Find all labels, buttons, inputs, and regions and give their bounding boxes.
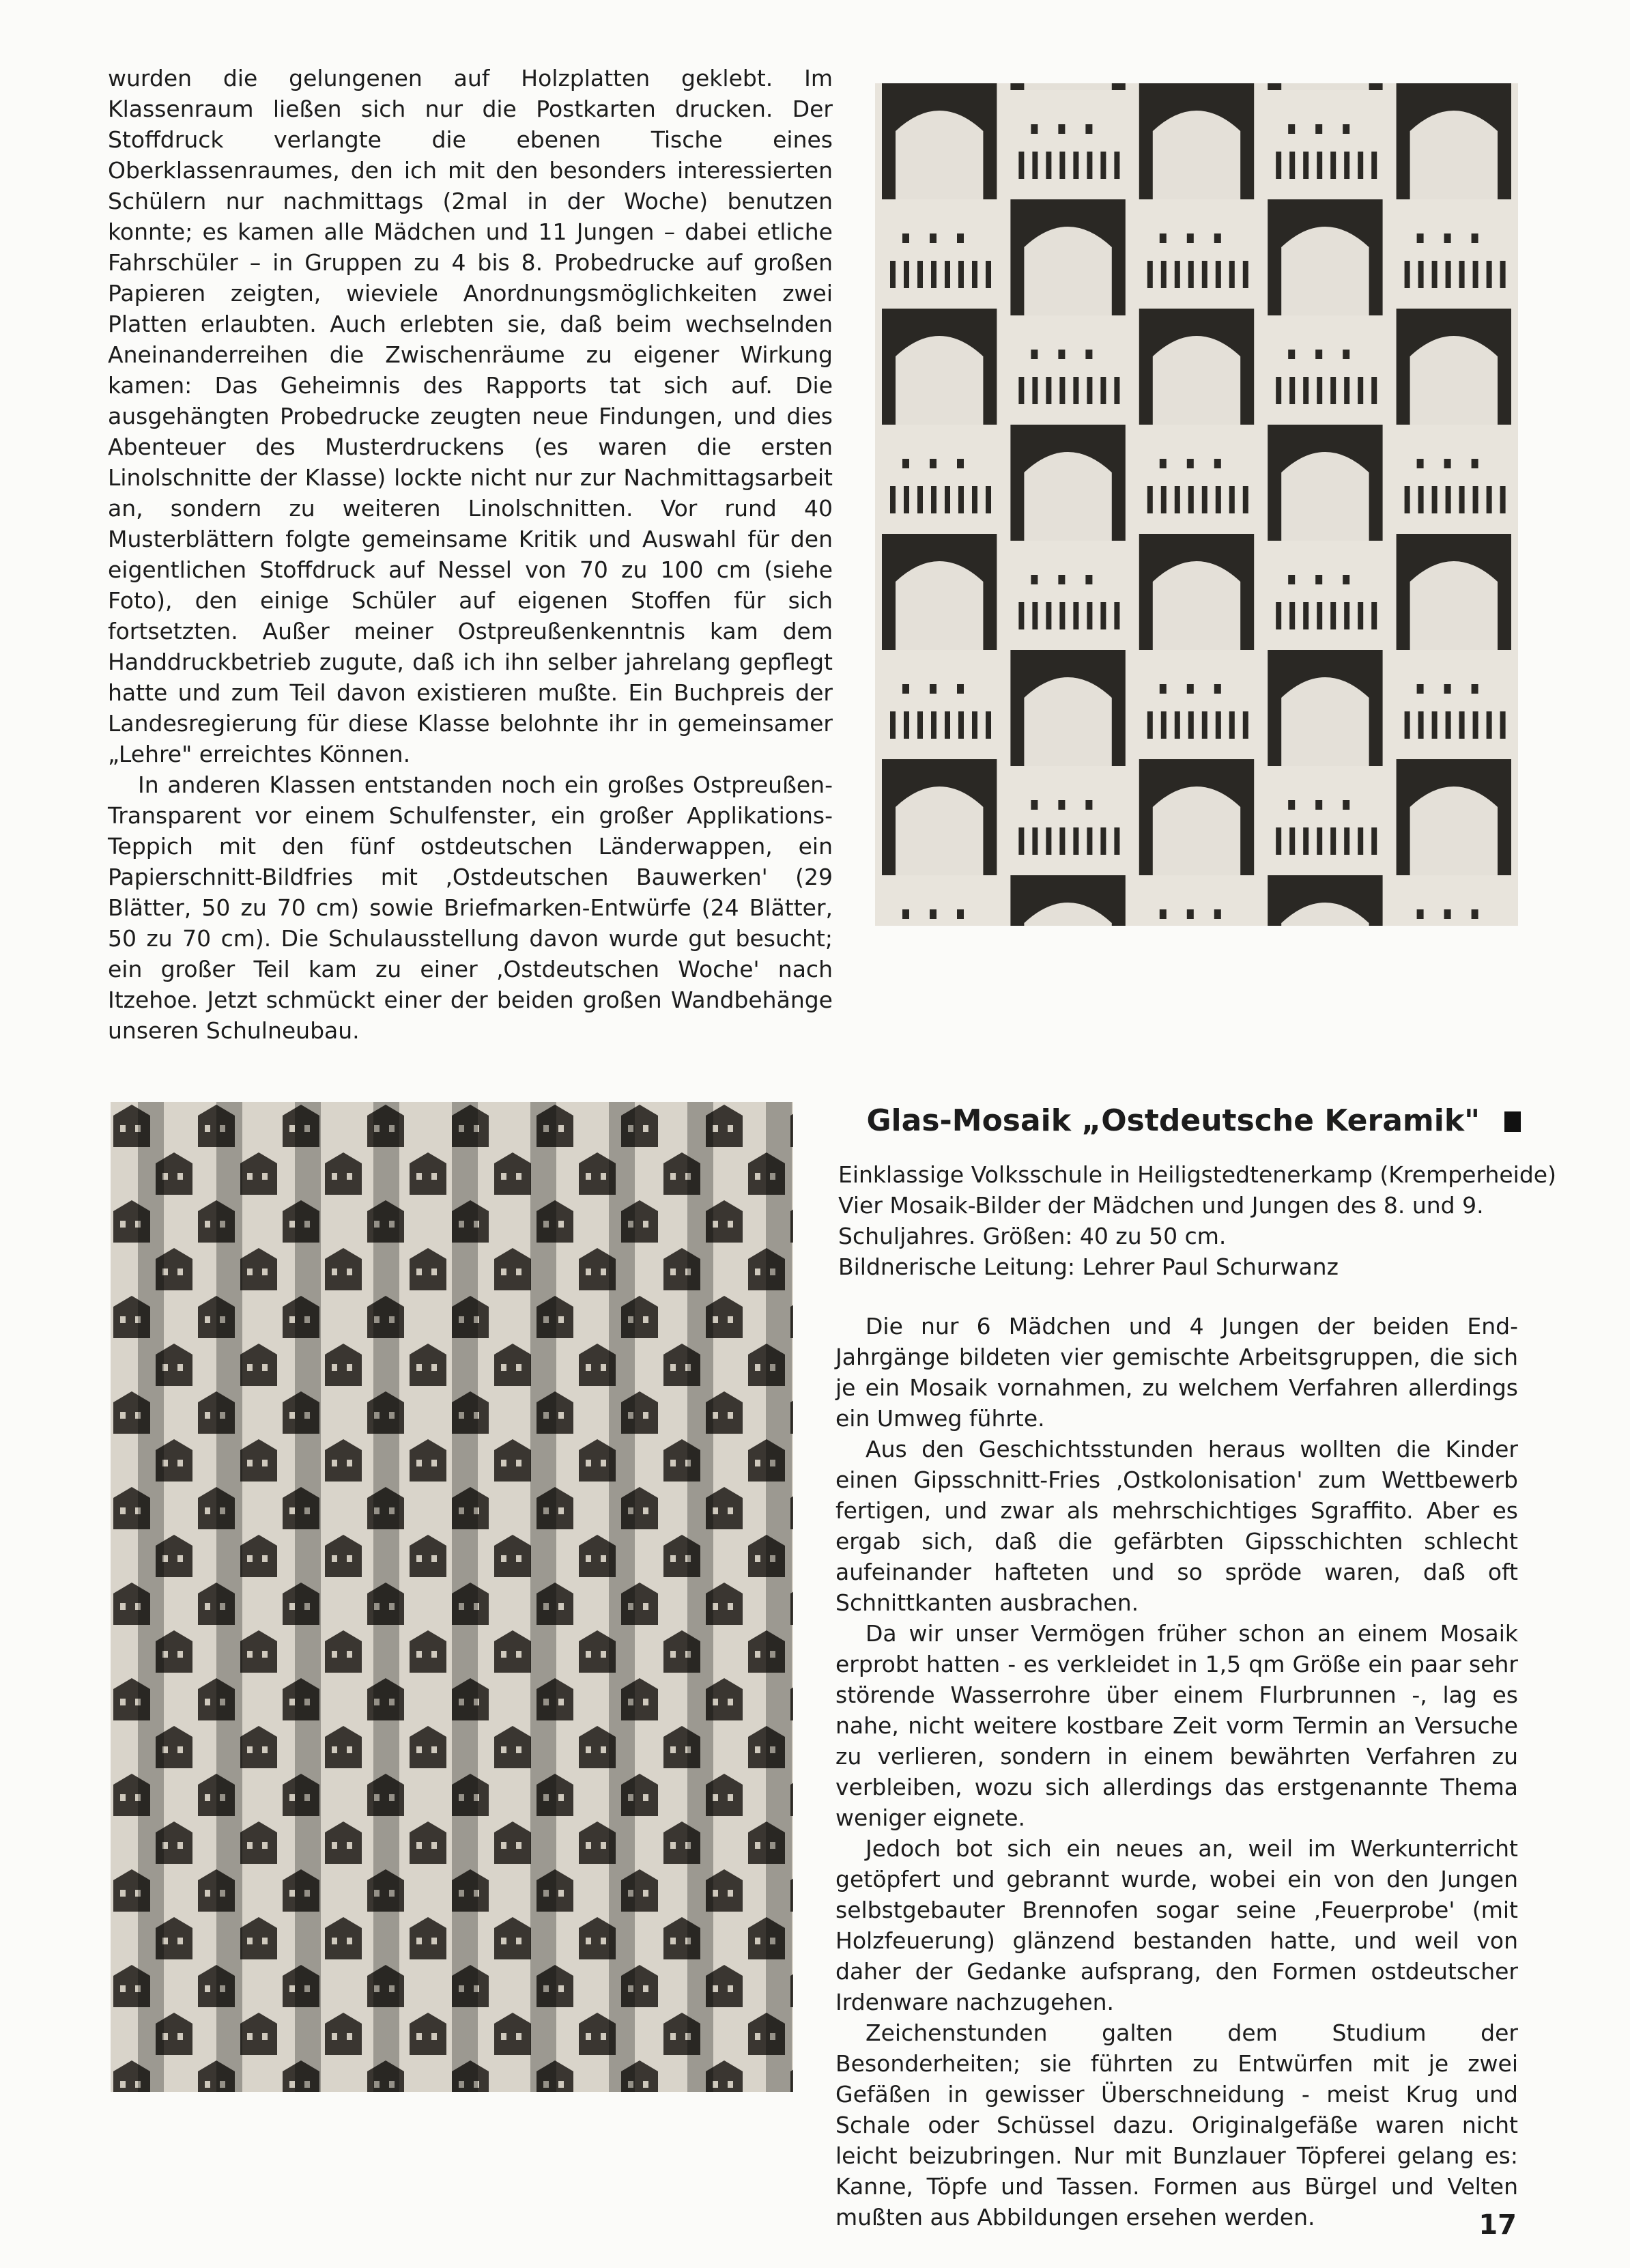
curtain-fold-shadow [216, 1102, 242, 2092]
page-number: 17 [1478, 2209, 1517, 2241]
section-heading [838, 1103, 1521, 1138]
fabric-print-photo [875, 83, 1518, 926]
curtain-pattern-image [111, 1102, 793, 2092]
curtain-fold-shadow [295, 1102, 321, 2092]
project-info [838, 1159, 1556, 1282]
right-paragraph-2: Aus den Geschichtsstunden heraus wollten die Kinder einen Gipsschnitt-Fries ‚Ostkolonisation' zum Wettbewerb fertigen, und zwar als mehrschichtiges Sgraffito. Aber es ergab sich, daß die gefärbten Gipsschichten schlecht aufeinander hafteten und so spröde waren, daß oft Schnittkanten ausbrachen. [835, 1436, 1518, 1616]
right-paragraph-5: Zeichenstunden galten dem Studium der Besonderheiten; sie führten zu Entwürfen mit je zwei Gefäßen in gewisser Überschneidung - meist Krug und Schale oder Schüssel dazu. Originalgefäße waren nicht leicht beizubringen. Nur mit Bunzlauer Töpferei gelang es: Kanne, Töpfe und Tassen. Formen aus Bürgel und Velten mußten aus Abbildungen ersehen werden. [835, 2019, 1518, 2230]
curtain-fold-shadow [452, 1102, 478, 2092]
curtain-fold-shadow [609, 1102, 635, 2092]
info-line: Einklassige Volksschule in Heiligstedtenerkamp (Kremperheide) [838, 1161, 1556, 1188]
curtain-photo [111, 1102, 793, 2092]
left-paragraph-1: wurden die gelungenen auf Holzplatten geklebt. Im Klassenraum ließen sich nur die Postkarten drucken. Der Stoffdruck verlangte die ebenen Tische eines Oberklassenraumes, den ich mit den besonders interessierten Schülern nur nachmittags (2mal in der Woche) benutzen konnte; es kamen alle Mädchen und 11 Jungen – dabei etliche Fahrschüler – in Gruppen zu 4 bis 8. Probedrucke auf großen Papieren zeigten, wieviele Anordnungsmöglichkeiten zwei Platten erlaubten. Auch erlebten sie, daß beim wechselnden Aneinanderreihen die Zwischenräume zu eigener Wirkung kamen: Das Geheimnis des Rapports tat sich auf. Die ausgehängten Probedrucke zeugten neue Findungen, und dies Abenteuer des Musterdruckens (es waren die ersten Linolschnitte der Klasse) lockte nicht nur zur Nachmittagsarbeit an, sondern zu weiteren Linolschnitten. Vor rund 40 Musterblättern folgte gemeinsame Kritik und Auswahl für den eigentlichen Stoffdruck auf Nessel von 70 zu 100 cm (siehe Foto), den einige Schüler auf eigenen Stoffen für sich fortsetzten. Außer meiner Ostpreußenkenntnis kam dem Handdruckbetrieb zugute, daß ich ihn selber jahrelang gepflegt hatte und zum Teil davon existieren mußte. Ein Buchpreis der Landesregierung für diese Klasse belohnte ihr in gemeinsamer „Lehre" erreichtes Können. [108, 65, 833, 767]
curtain-fold-shadow [687, 1102, 713, 2092]
right-paragraph-3: Da wir unser Vermögen früher schon an einem Mosaik erprobt hatten - es verkleidet in 1,5 qm Größe ein paar sehr störende Wasserrohre über einem Flurbrunnen -, lag es nahe, nicht weitere kostbare Zeit vorm Termin an Versuche zu verlieren, sondern in einem bewährten Verfahren zu verbleiben, wozu sich allerdings das erstgenannte Thema weniger eignete. [835, 1620, 1518, 1831]
curtain-fold-shadow [530, 1102, 556, 2092]
curtain-fold-shadow [766, 1102, 792, 2092]
info-line: Vier Mosaik-Bilder der Mädchen und Jungen des 8. und 9. [838, 1192, 1484, 1219]
info-line: Schuljahres. Größen: 40 zu 50 cm. [838, 1223, 1227, 1249]
left-paragraph-2: In anderen Klassen entstanden noch ein großes Ostpreußen-Transparent vor einem Schulfenster, ein großer Applikations-Teppich mit den fünf ostdeutschen Länderwappen, ein Papierschnitt-Bildfries mit ‚Ostdeutschen Bauwerken' (29 Blätter, 50 zu 70 cm) sowie Briefmarken-Entwürfe (24 Blätter, 50 zu 70 cm). Die Schulausstellung davon wurde gut besucht; ein großer Teil kam zu einer ‚Ostdeutschen Woche' nach Itzehoe. Jetzt schmückt einer der beiden großen Wandbehänge unseren Schulneubau. [108, 771, 833, 1044]
fabric-motif [1010, 875, 1125, 926]
left-column-text [108, 63, 833, 1046]
right-paragraph-1: Die nur 6 Mädchen und 4 Jungen der beiden End-Jahrgänge bildeten vier gemischte Arbeitsgruppen, die sich je ein Mosaik vornahmen, zu welchem Verfahren allerdings ein Umweg führte. [835, 1313, 1518, 1432]
right-paragraph-4: Jedoch bot sich ein neues an, weil im Werkunterricht getöpfert und gebrannt wurde, wobei ein von den Jungen selbstgebauter Brennofen sogar seine ‚Feuerprobe' (mit Holzfeuerung) glänzend bestanden hatte, und weil von daher der Gedanke aufsprang, den Formen ostdeutscher Irdenware nachzugehen. [835, 1835, 1518, 2015]
fabric-pattern-image [875, 83, 1518, 926]
right-column-text [835, 1311, 1518, 2232]
section-title: Glas-Mosaik „Ostdeutsche Keramik" [866, 1103, 1480, 1138]
curtain-fold-shadow [138, 1102, 164, 2092]
info-line: Bildnerische Leitung: Lehrer Paul Schurwanz [838, 1253, 1339, 1280]
heading-square-icon [1504, 1111, 1521, 1132]
curtain-fold-shadow [373, 1102, 399, 2092]
fabric-motif [1268, 875, 1382, 926]
